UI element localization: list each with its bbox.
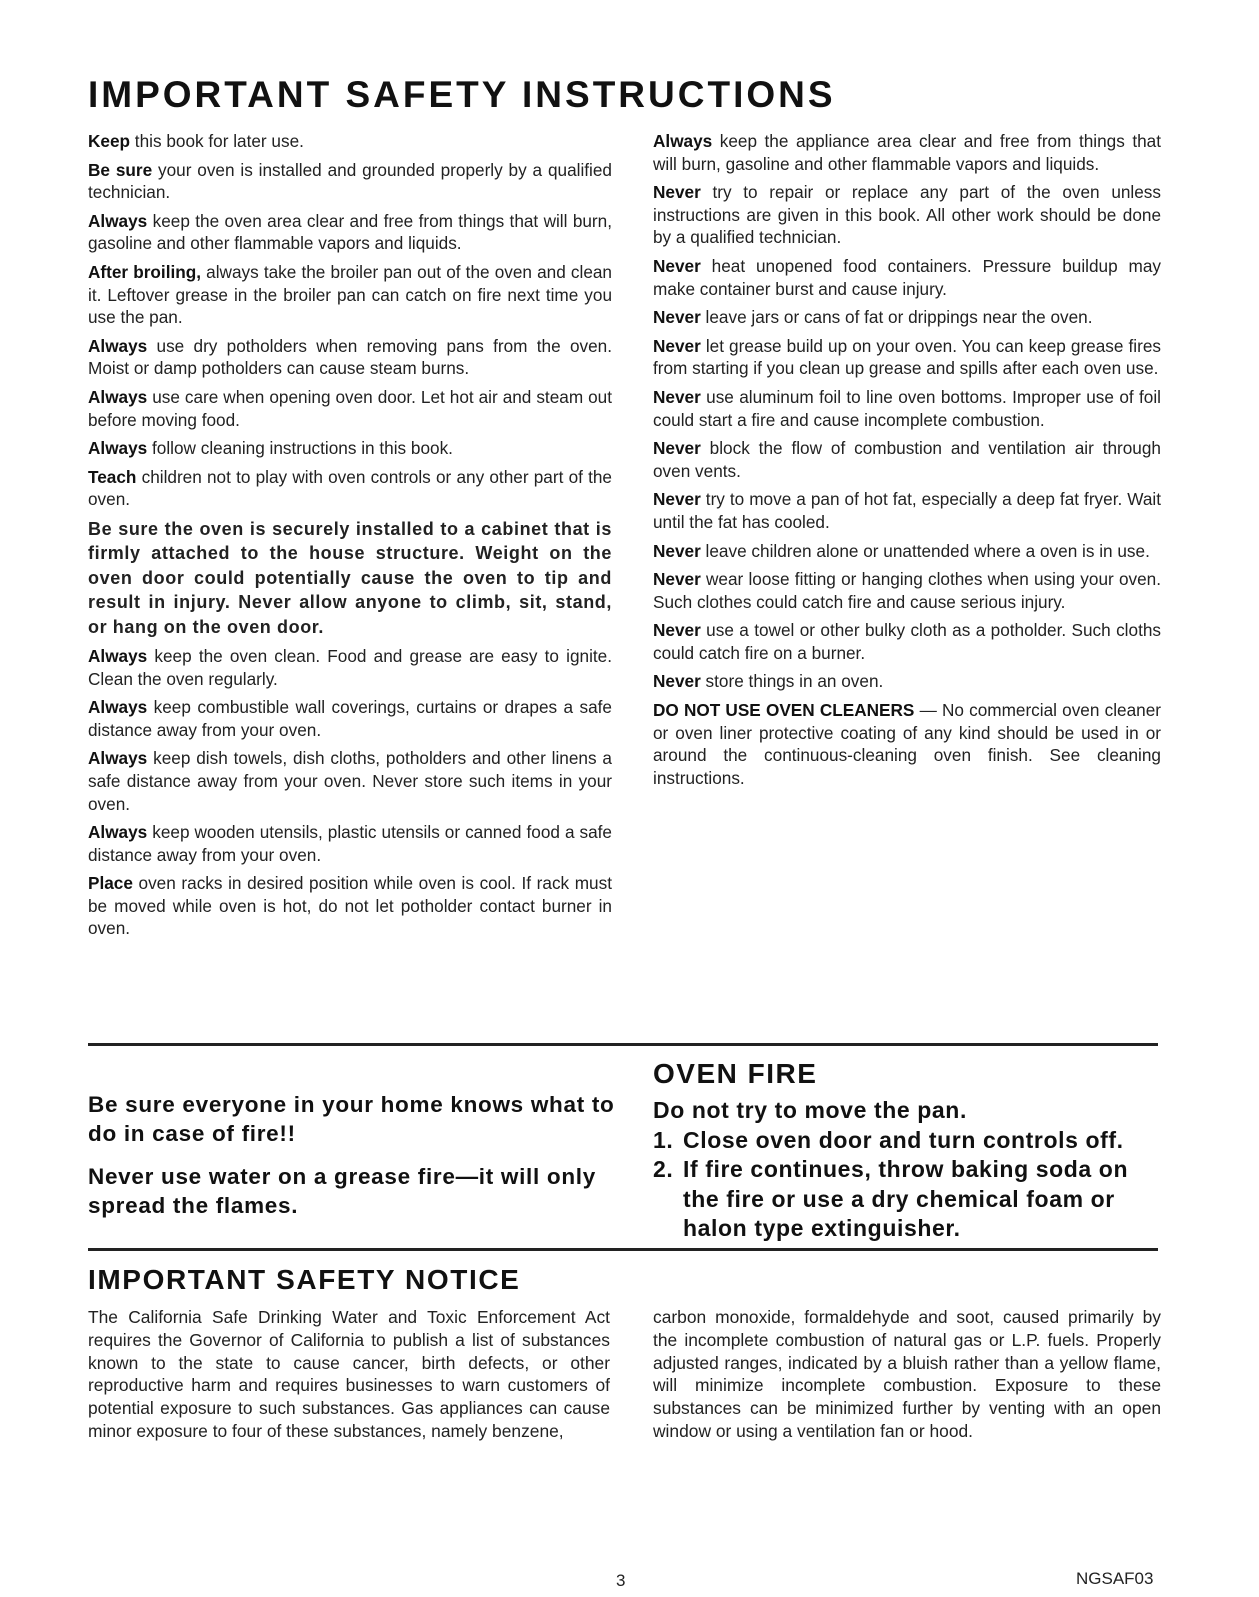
step-text: Close oven door and turn controls off. [683, 1126, 1124, 1153]
instruction-text: keep the oven area clear and free from things that will burn, gasoline and other flammable vapors and liquids. [88, 210, 612, 254]
section-divider-top [88, 1043, 1158, 1046]
step-number: 2. [653, 1156, 674, 1182]
instruction-lead: Never [653, 307, 701, 328]
instruction-lead: Teach [88, 466, 137, 487]
instruction-lead: Be sure [88, 159, 153, 180]
right-instruction-2 [653, 255, 1161, 300]
fire-warning-left [88, 1090, 618, 1234]
instruction-text: store things in an oven. [700, 671, 884, 692]
left-instruction-12 [88, 821, 612, 866]
instruction-lead: Never [653, 620, 701, 641]
right-instruction-8 [653, 540, 1161, 563]
instruction-lead: DO NOT USE OVEN CLEANERS [653, 700, 915, 721]
instruction-lead: Always [88, 335, 148, 356]
instruction-lead: Always [88, 697, 148, 718]
notice-right-text: carbon monoxide, formaldehyde and soot, caused primarily by the incomplete combustion of natural gas or L.P. fuels. Properly adjusted ranges, indicated by a bluish rather than a yellow flame, will minimize incomplete combustion. Exposure to these substances can be minimized further by venting with an open window or using a ventilation fan or hood. [653, 1307, 1161, 1441]
instruction-lead: Never [653, 335, 701, 356]
instruction-lead: After broiling, [88, 261, 202, 282]
right-instruction-11 [653, 670, 1161, 693]
instruction-text: block the flow of combustion and ventilation air through oven vents. [653, 438, 1161, 481]
instruction-text: try to move a pan of hot fat, especially a deep fat fryer. Wait until the fat has cooled. [653, 489, 1161, 532]
document-code: NGSAF03 [1076, 1569, 1154, 1588]
instruction-lead: Never [653, 255, 701, 276]
instruction-lead: Keep [88, 131, 131, 151]
left-instruction-10 [88, 696, 612, 741]
instruction-text: keep dish towels, dish cloths, potholders and other linens a safe distance away from your oven. Never store such items in your oven. [88, 748, 612, 814]
instruction-lead: Always [88, 748, 148, 769]
notice-left-text: The California Safe Drinking Water and Toxic Enforcement Act requires the Governor of California to publish a list of substances known to the state to cause cancer, birth defects, or other reproductive harm and requires businesses to warn customers of potential exposure to such substances. Gas appliances can cause minor exposure to four of these substances, namely benzene, [88, 1307, 610, 1441]
left-instruction-9 [88, 645, 612, 690]
instruction-text: follow cleaning instructions in this book. [147, 438, 453, 459]
right-instruction-10 [653, 619, 1161, 664]
instruction-text: use a towel or other bulky cloth as a potholder. Such cloths could catch fire on a burner. [653, 620, 1161, 663]
page-title: IMPORTANT SAFETY INSTRUCTIONS [88, 74, 836, 115]
oven-fire-step-2 [653, 1155, 1163, 1244]
left-instruction-2 [88, 210, 612, 255]
right-instruction-0 [653, 130, 1161, 175]
instruction-text: use dry potholders when removing pans from the oven. Moist or damp potholders can cause steam burns. [88, 335, 612, 379]
instruction-lead: Never [653, 386, 701, 407]
instruction-lead: Always [88, 438, 148, 459]
instruction-lead: Never [653, 671, 701, 692]
oven-fire-steps [653, 1096, 1163, 1244]
right-instruction-4 [653, 335, 1161, 380]
instruction-text: leave jars or cans of fat or drippings near the oven. [700, 307, 1093, 328]
page-number: 3 [616, 1571, 626, 1590]
instruction-text: leave children alone or unattended where a oven is in use. [700, 540, 1150, 561]
instruction-lead: Never [653, 438, 701, 459]
oven-fire-step-1 [653, 1126, 1163, 1156]
instruction-text: children not to play with oven controls or any other part of the oven. [88, 466, 612, 510]
left-instruction-4 [88, 335, 612, 380]
instruction-lead: Always [88, 210, 148, 231]
oven-fire-heading: OVEN FIRE [653, 1058, 818, 1089]
instruction-text: heat unopened food containers. Pressure buildup may make container burst and cause injury. [653, 255, 1161, 299]
fire-awareness-text: Be sure everyone in your home knows what to do in case of fire!! [88, 1092, 615, 1146]
instruction-text: — No commercial oven cleaner or oven liner protective coating of any kind should be used in or around the continuous-cleaning oven finish. See cleaning instructions. [653, 700, 1161, 788]
instruction-text: oven racks in desired position while oven is cool. If rack must be moved while oven is hot, do not let potholder contact burner in oven. [88, 873, 612, 939]
left-instruction-13 [88, 872, 612, 940]
right-instruction-3 [653, 306, 1161, 329]
left-instruction-11 [88, 747, 612, 815]
instruction-lead: Never [653, 182, 701, 203]
instruction-lead: Never [653, 569, 701, 590]
left-instruction-3 [88, 261, 612, 329]
left-instruction-5 [88, 386, 612, 431]
instruction-text: keep combustible wall coverings, curtains or drapes a safe distance away from your oven. [88, 697, 612, 740]
right-instruction-6 [653, 437, 1161, 482]
instruction-lead: Always [88, 822, 148, 843]
step-text: If fire continues, throw baking soda on the fire or use a dry chemical foam or halon type extinguisher. [683, 1156, 1129, 1241]
notice-heading: IMPORTANT SAFETY NOTICE [88, 1264, 521, 1295]
left-instruction-1 [88, 159, 612, 204]
instruction-text: always take the broiler pan out of the oven and clean it. Leftover grease in the broiler pan can catch on fire next time you use the pan. [88, 261, 612, 328]
instruction-text: keep the appliance area clear and free from things that will burn, gasoline and other flammable vapors and liquids. [653, 131, 1161, 174]
instruction-lead: Never [653, 540, 701, 561]
right-instruction-7 [653, 488, 1161, 533]
instruction-text: this book for later use. [130, 131, 304, 151]
instruction-text: try to repair or replace any part of the oven unless instructions are given in this book. All other work should be done by a qualified technician. [653, 182, 1161, 248]
left-instruction-0 [88, 130, 612, 153]
right-instruction-9 [653, 568, 1161, 613]
instruction-text: use care when opening oven door. Let hot air and steam out before moving food. [88, 386, 612, 430]
grease-fire-warning: Never use water on a grease fire—it will only spread the flames. [88, 1164, 596, 1218]
left-instruction-7 [88, 466, 612, 511]
left-column-instructions [88, 130, 612, 946]
instruction-lead: Place [88, 873, 133, 894]
instruction-text: wear loose fitting or hanging clothes when using your oven. Such clothes could catch fire and cause serious injury. [653, 569, 1161, 612]
oven-fire-intro: Do not try to move the pan. [653, 1097, 967, 1123]
instruction-text: your oven is installed and grounded properly by a qualified technician. [88, 159, 612, 203]
instruction-text: keep the oven clean. Food and grease are easy to ignite. Clean the oven regularly. [88, 645, 612, 689]
section-divider-bottom [88, 1248, 1158, 1251]
instruction-lead: Always [88, 645, 148, 666]
right-instruction-1 [653, 181, 1161, 249]
tip-warning-text: Be sure the oven is securely installed to a cabinet that is firmly attached to the house structure. Weight on the oven door could potentially cause the oven to tip and result in injury. Never allow anyone to climb, sit, stand, or hang on the oven door. [88, 518, 612, 637]
step-number: 1. [653, 1126, 674, 1153]
instruction-lead: Always [88, 386, 148, 407]
instruction-text: use aluminum foil to line oven bottoms. Improper use of foil could start a fire and cause incomplete combustion. [653, 386, 1161, 430]
instruction-lead: Never [653, 489, 701, 510]
left-instruction-8 [88, 517, 612, 639]
instruction-lead: Always [653, 131, 713, 151]
left-instruction-6 [88, 437, 612, 460]
right-instruction-5 [653, 386, 1161, 431]
instruction-text: let grease build up on your oven. You can keep grease fires from starting if you clean up grease and spills after each oven use. [653, 335, 1161, 379]
right-column-instructions [653, 130, 1161, 795]
instruction-text: keep wooden utensils, plastic utensils or canned food a safe distance away from your oven. [88, 822, 612, 865]
right-instruction-12 [653, 699, 1161, 789]
